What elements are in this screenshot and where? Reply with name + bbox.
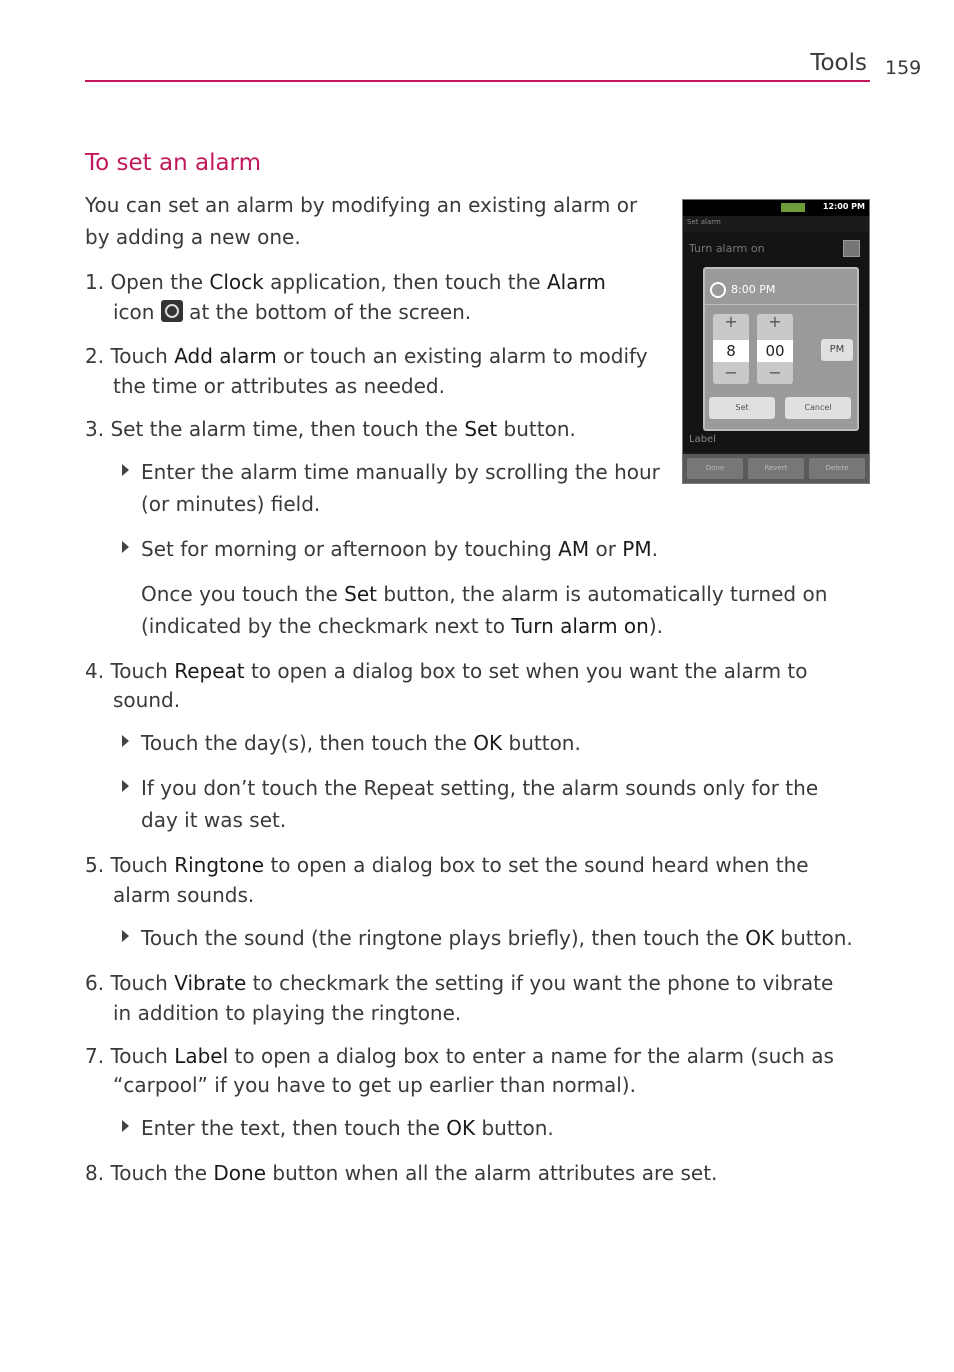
- hour-minus-icon[interactable]: −: [724, 363, 738, 382]
- section-name: Tools: [810, 50, 867, 76]
- dialog-time: 8:00 PM: [731, 283, 776, 296]
- dialog-divider: [705, 304, 857, 305]
- step-1-line-2: icon at the bottom of the screen.: [113, 300, 472, 324]
- bullet-triangle-icon: [122, 1120, 129, 1132]
- hour-spinner[interactable]: [713, 314, 749, 384]
- minute-plus-icon[interactable]: +: [768, 312, 782, 331]
- bullet-triangle-icon: [122, 464, 129, 476]
- step-3-bullet-1-line-1: Enter the alarm time manually by scrolling the hour: [141, 460, 660, 484]
- label-setting[interactable]: Label: [689, 434, 716, 445]
- step-3-line-1: 3. Set the alarm time, then touch the Set button.: [85, 417, 576, 441]
- step-2-line-1: 2. Touch Add alarm or touch an existing alarm to modify: [85, 344, 648, 368]
- phone-screenshot: [682, 199, 870, 484]
- status-time: 12:00 PM: [822, 202, 865, 211]
- step-4-line-2: sound.: [113, 688, 181, 712]
- cancel-button[interactable]: Cancel: [785, 397, 851, 419]
- step-4-bullet-2-line-1: If you don’t touch the Repeat setting, the alarm sounds only for the: [141, 776, 819, 800]
- bullet-triangle-icon: [122, 930, 129, 942]
- step-6-line-1: 6. Touch Vibrate to checkmark the setting if you want the phone to vibrate: [85, 971, 834, 995]
- step-7-line-2: “carpool” if you have to get up earlier than normal).: [113, 1073, 636, 1097]
- minute-spinner[interactable]: [757, 314, 793, 384]
- bullet-triangle-icon: [122, 735, 129, 747]
- step-3-note-line-2: (indicated by the checkmark next to Turn alarm on).: [141, 614, 663, 638]
- step-2-line-2: the time or attributes as needed.: [113, 374, 445, 398]
- status-bar: [683, 200, 869, 216]
- header-rule: [85, 80, 870, 82]
- intro-line-1: You can set an alarm by modifying an existing alarm or: [85, 193, 638, 217]
- signal-icon: [781, 203, 805, 212]
- clock-icon: [710, 282, 726, 298]
- bottom-bar: [683, 454, 869, 483]
- page-number: 159: [885, 57, 922, 79]
- step-5-bullet-1: Touch the sound (the ringtone plays briefly), then touch the OK button.: [141, 926, 853, 950]
- bullet-triangle-icon: [122, 780, 129, 792]
- step-3-note-line-1: Once you touch the Set button, the alarm is automatically turned on: [141, 582, 828, 606]
- turn-alarm-on-label: Turn alarm on: [689, 242, 765, 255]
- ampm-button[interactable]: PM: [821, 339, 853, 361]
- step-1-line-1: 1. Open the Clock application, then touch the Alarm: [85, 270, 606, 294]
- delete-button[interactable]: Delete: [809, 458, 865, 479]
- done-button[interactable]: Done: [687, 458, 743, 479]
- step-3-bullet-1-line-2: (or minutes) field.: [141, 492, 321, 516]
- intro-line-2: by adding a new one.: [85, 225, 301, 249]
- step-5-line-2: alarm sounds.: [113, 883, 255, 907]
- step-8-line-1: 8. Touch the Done button when all the alarm attributes are set.: [85, 1161, 718, 1185]
- step-5-line-1: 5. Touch Ringtone to open a dialog box to set the sound heard when the: [85, 853, 809, 877]
- bullet-triangle-icon: [122, 541, 129, 553]
- step-4-bullet-1: Touch the day(s), then touch the OK button.: [141, 731, 581, 755]
- time-picker-dialog: [703, 267, 859, 431]
- revert-button[interactable]: Revert: [748, 458, 804, 479]
- screen-title: Set alarm: [687, 218, 721, 226]
- step-7-line-1: 7. Touch Label to open a dialog box to enter a name for the alarm (such as: [85, 1044, 834, 1068]
- hour-value[interactable]: 8: [713, 340, 749, 362]
- step-7-bullet-1: Enter the text, then touch the OK button.: [141, 1116, 554, 1140]
- step-4-line-1: 4. Touch Repeat to open a dialog box to set when you want the alarm to: [85, 659, 808, 683]
- alarm-clock-icon: [161, 300, 183, 322]
- step-3-bullet-2: Set for morning or afternoon by touching AM or PM.: [141, 537, 658, 561]
- set-button[interactable]: Set: [709, 397, 775, 419]
- hour-plus-icon[interactable]: +: [724, 312, 738, 331]
- section-heading: To set an alarm: [85, 150, 262, 176]
- minute-minus-icon[interactable]: −: [768, 363, 782, 382]
- step-4-bullet-2-line-2: day it was set.: [141, 808, 287, 832]
- minute-value[interactable]: 00: [757, 340, 793, 362]
- step-6-line-2: in addition to playing the ringtone.: [113, 1001, 462, 1025]
